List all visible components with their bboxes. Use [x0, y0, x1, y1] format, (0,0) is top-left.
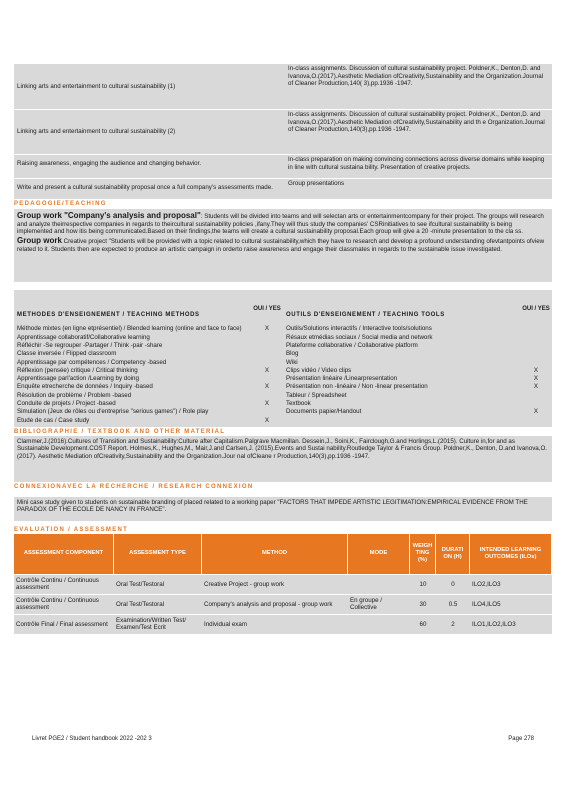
assessment-component: Contrôle Continu / Continuous assessment [14, 594, 114, 614]
session-topic: Linking arts and entertainment to cultural sustainability (2) [14, 109, 285, 154]
method-item: Apprentissage parl'action /Learning by doing [17, 375, 139, 383]
assessment-duration: 2 [436, 614, 470, 634]
bibliography-title: BIBLIOGRAPHIE / TEXTBOOK AND OTHER MATERIAL [14, 428, 226, 435]
weighting-header: WEIGH TING (%) [410, 534, 436, 574]
tool-item: Tableur / Spreadsheet [286, 391, 347, 399]
pedagogy-lead-1: Group work "Company's analysis and proposal" [17, 211, 201, 220]
method-item: Méthode mixtes (en ligne etprésentiel) / Blended learning (online and face to face) [17, 325, 242, 333]
tool-item: Clips vidéo / Video clips [286, 366, 352, 374]
tool-item: Outils/Solutions interactifs / Interactive tools/solutions [286, 325, 432, 333]
tool-mark [520, 392, 552, 400]
method-item: Réflexion (pensée) critique / Critical thinking [17, 366, 138, 374]
method-header: METHOD [202, 534, 348, 574]
method-item: Apprentissage par compétences / Competency -based [17, 358, 167, 366]
method-item: Résolution de problème / Problem -based [17, 391, 132, 399]
method-item: Enquête etrecherche de données / Inquiry -based [17, 383, 153, 391]
method-mark [251, 375, 283, 383]
evaluation-table [14, 534, 552, 634]
pedagogy-lead-2: Group work [17, 235, 62, 245]
tool-mark: X [533, 383, 539, 391]
tool-mark [520, 417, 552, 425]
method-mark: X [264, 416, 270, 424]
assessment-ilo: ILO2,ILO3 [470, 574, 552, 594]
session-activity: In-class assignments. Discussion of cultural sustainability project. Poldner,K., Denton,D. and Ivanova,O.(2017).Aesthetic Mediation ofCreativity,Sustainability and the Organization.Journal of Cleaner Production,140( 3),pp.1936 -1947. [288, 65, 544, 88]
method-mark [251, 359, 283, 367]
tool-mark [520, 400, 552, 408]
method-item: Simulation (Jeux de rôles ou d'entreprise "serious games") / Role play [17, 408, 209, 416]
tools-oui-header: OUI / YES [522, 306, 550, 312]
method-mark [251, 392, 283, 400]
pedagogy-body-2: Creative project "Students will be provided with a topic related to cultural sustainability,which they have to research and develop a profound understanding ofevtantpoints ofview related to it. Students then are expected to produce an artistic campaign in orderto raise awareness and engage their classmates in regards to the sustainable issue investigated. [17, 237, 545, 253]
teaching-methods-table [14, 290, 552, 427]
method-item: Apprentissage collaboratif/Collaborative learning [17, 333, 150, 341]
tool-item: Résaux etmédias sociaux / Social media and network [286, 333, 433, 341]
session-topic: Linking arts and entertainment to cultural sustainability (1) [17, 82, 176, 90]
mode-header: MODE [348, 534, 410, 574]
tool-item: Présentation non -linéaire / Non -linear presentation [286, 383, 428, 391]
method-mark [251, 342, 283, 350]
tool-mark [520, 342, 552, 350]
methods-header: METHODES D'ENSEIGNEMENT / TEACHING METHODS [17, 312, 200, 318]
session-activity: Group presentations [285, 178, 552, 199]
method-item: Réfléchir -Se regrouper -Partager / Think -pair -share [17, 341, 163, 349]
assessment-method: Creative Project - group work [202, 574, 348, 594]
assessment-method: Company's analysis and proposal - group work [202, 594, 348, 614]
tool-item: Documents papier/Handout [286, 408, 362, 416]
pedagogy-text [14, 209, 552, 282]
research-text: Mini case study given to students on sustainable branding of placed related to a working paper "FACTORS THAT IMPEDE ARTISTIC LEGITIMATION:EMPIRICAL EVIDENCE FROM THE PARADOX OF THE ECOLE DE NANCY IN FRANCE". [14, 497, 552, 521]
evaluation-title: EVALUATION / ASSESSMENT [14, 526, 129, 533]
tool-item [283, 417, 520, 425]
pedagogy-title: PEDAGOGIE/TEACHING [14, 201, 107, 207]
duration-header: DURATI ON (H) [436, 534, 470, 574]
tool-mark: X [533, 366, 539, 374]
method-mark: X [264, 399, 270, 407]
tool-mark [520, 334, 552, 342]
research-title: CONNEXIONAVEC LA RECHERCHE / RESEARCH CONNEXION [14, 483, 254, 490]
tool-item: Blog [286, 350, 299, 358]
assessment-type: Examination/Written Test/ Examen/Test Ecrit [114, 614, 202, 634]
assessment-mode [348, 574, 410, 594]
ilo-header: INTENDED LEARNING OUTCOMES (ILOs) [470, 534, 552, 574]
pedagogy-body-1: : Students will be divided into teams and will selectan arts or entertainmentcompany for their project. The groups will research and analyze theirrespective companies in regards to theircultural sustainability policies ,ifany.They will thus study the companies' CSRinitiatives to see ifcultural sustainability is being implemented and how itis being communicated.Based on their findings,the teams will create a cultural sustainability proposal.Each group will give a 20 -minute presentation to the cla ss. [17, 213, 544, 236]
session-topic: Raising awareness, engaging the audience and changing behavior. [14, 154, 285, 178]
assessment-type: Oral Test/Testoral [114, 574, 202, 594]
assessment-duration: 0 [436, 574, 470, 594]
component-header: ASSESSMENT COMPONENT [14, 534, 114, 574]
method-item: Classe inversée / Flipped classroom [17, 350, 117, 358]
tool-mark [520, 325, 552, 333]
assessment-component: Contrôle Final / Final assessment [14, 614, 114, 634]
tool-mark [520, 350, 552, 358]
assessment-ilo: ILO1,ILO2,ILO3 [470, 614, 552, 634]
method-mark: X [264, 325, 270, 333]
assessment-weighting: 10 [410, 574, 436, 594]
assessment-weighting: 30 [410, 594, 436, 614]
method-mark [251, 408, 283, 416]
tool-mark: X [533, 375, 539, 383]
handbook-page [14, 64, 552, 634]
type-header: ASSESSMENT TYPE [114, 534, 202, 574]
assessment-method: Individual exam [202, 614, 348, 634]
method-mark [251, 350, 283, 358]
session-table [14, 64, 552, 199]
tool-item: Textbook [286, 399, 311, 407]
tools-header: OUTILS D'ENSEIGNEMENT / TEACHING TOOLS [286, 312, 445, 318]
footer-handbook-label: Livret PGE2 / Student handbook 2022 -202 3 [32, 736, 152, 742]
bibliography-text: Clammer,J.(2016).Cultures of Transition and Sustainability:Culture after Capitalism.Palgrave Macmillan. Dessein,J., Soini,K., Fairclough,G.and Horlings,L.(2015). Culture in,for and as Sustainable Development.COST Report. Holmes,K., Hughes,M., Mair,J.and Carlsen,J. (2015).Events and Sustai nability.Routledge Taylor & Francis Group. Poldner,K., Denton, D.and Ivanova,O.(2017). Aesthetic Mediation ofCreativity,Sustainability and the Organization.Jour nal ofCleane r Production,140(3),pp.1936 -1947. [14, 436, 552, 482]
assessment-type: Oral Test/Testoral [114, 594, 202, 614]
assessment-component: Contrôle Continu / Continuous assessment [14, 574, 114, 594]
session-topic: Write and present a cultural sustainability proposal once a full company's assessments made. [14, 178, 285, 199]
method-mark: X [264, 383, 270, 391]
session-activity: In-class preparation on making convincing connections across diverse domains while keeping in line with cultural sustaina bility. Presentation of creative projects. [285, 154, 552, 178]
session-activity: In-class assignments. Discussion of cultural sustainability project. Poldner,K., Denton,D. and Ivanova,O.(2017).Aesthetic Mediation ofCreativity,Sustainability and th e Organization.Journal of Cleaner Production,140(3),pp.1936 -1947. [285, 109, 552, 154]
assessment-duration: 0.5 [436, 594, 470, 614]
assessment-ilo: ILO4,ILO5 [470, 594, 552, 614]
assessment-mode [348, 614, 410, 634]
tool-mark: X [533, 408, 539, 416]
methods-oui-header: OUI / YES [253, 306, 281, 312]
tool-item: Présentation linéaire /Linearpresentation [286, 375, 398, 383]
tool-item: Wiki [286, 358, 298, 366]
assessment-mode: En groupe / Collective [348, 594, 410, 614]
assessment-weighting: 60 [410, 614, 436, 634]
tool-mark [520, 359, 552, 367]
page-footer [32, 736, 534, 743]
method-mark [251, 334, 283, 342]
method-mark: X [264, 366, 270, 374]
method-item: Etude de cas / Case study [17, 416, 90, 424]
method-item: Conduite de projets / Project -based [17, 399, 116, 407]
tool-item: Plateforme collaborative / Collaborative platform [286, 341, 418, 349]
footer-page-number: Page 278 [508, 736, 534, 742]
